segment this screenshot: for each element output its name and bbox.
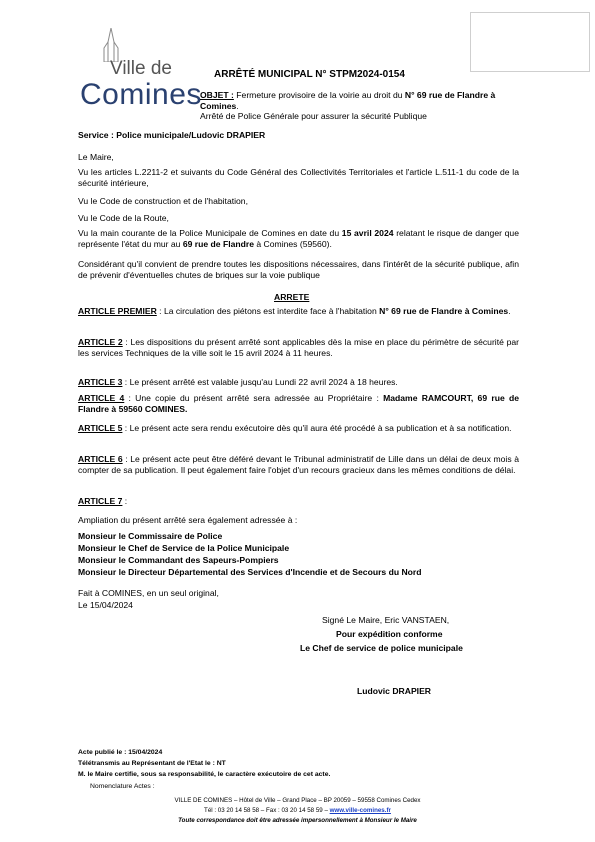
recipient-item: Monsieur le Chef de Service de la Police Municipale: [78, 543, 290, 553]
footer-certify: M. le Maire certifie, sous sa responsabilité, le caractère exécutoire de cet acte.: [78, 771, 331, 778]
recipient-item: Monsieur le Commandant des Sapeurs-Pompiers: [78, 555, 279, 565]
city-logo: [80, 28, 202, 111]
footer-transmitted: Télétransmis au Représentant de l'Etat le : NT: [78, 760, 226, 767]
article-2-label: ARTICLE 2: [78, 337, 123, 347]
vu4-date: 15 avril 2024: [341, 228, 394, 238]
signature-line-2: Pour expédition conforme: [336, 629, 443, 639]
article-7-label: ARTICLE 7: [78, 496, 123, 506]
considerant: Considérant qu'il convient de prendre toutes les dispositions nécessaires, dans l'intérêt de la sécurité publique, afin de prévenir d'éventuelles chutes de briques sur la voie publique: [78, 259, 519, 280]
footer-contact: [60, 806, 535, 816]
article-5: [78, 423, 519, 434]
article-6-text: : Le présent acte peut être déféré devant le Tribunal administratif de Lille dans un délai de deux mois à compter de sa publication. Il peut également faire l'objet d'un recours gracieux dans les mêmes conditions de délai.: [78, 454, 520, 475]
vu-main-courante: [78, 228, 519, 249]
article-5-text: : Le présent acte sera rendu exécutoire dès qu'il aura été procédé à sa publication et à sa notification.: [122, 423, 512, 433]
vu-articles: Vu les articles L.2211-2 et suivants du Code Général des Collectivités Territoriales et l'article L.511-1 du code de la sécurité intérieure,: [78, 167, 519, 188]
article-4-recipient: Madame RAMCOURT, 69 rue de Flandre à 59560 COMINES.: [78, 393, 519, 414]
document-date: Le 15/04/2024: [78, 600, 133, 610]
vu-code-construction: Vu le Code de construction et de l'habitation,: [78, 196, 248, 206]
objet-address: N° 69 rue de Flandre à Comines: [200, 90, 496, 111]
article-1-end: .: [508, 306, 511, 316]
service-line: Service : Police municipale/Ludovic DRAPIER: [78, 130, 266, 140]
article-1-label: ARTICLE PREMIER: [78, 306, 157, 316]
article-3-label: ARTICLE 3: [78, 377, 123, 387]
objet-end: .: [236, 100, 239, 111]
article-7-text: :: [122, 496, 128, 506]
article-4-label: ARTICLE 4: [78, 393, 125, 403]
article-4: [78, 393, 519, 414]
vu4-a: Vu la main courante de la Police Municipale de Comines en date du: [78, 228, 342, 238]
footer-nomenclature: Nomenclature Actes :: [90, 783, 155, 790]
signature-line-1: Signé Le Maire, Eric VANSTAEN,: [322, 615, 450, 625]
signatory-name: Ludovic DRAPIER: [357, 686, 432, 696]
objet-line: [200, 90, 520, 111]
logo-text-comines: Comines: [80, 78, 202, 111]
article-6: [78, 454, 519, 475]
article-6-label: ARTICLE 6: [78, 454, 123, 464]
logo-text-ville: Ville de: [110, 58, 172, 79]
fait-a: Fait à COMINES, en un seul original,: [78, 588, 219, 598]
footer-website-link[interactable]: www.ville-comines.fr: [329, 807, 391, 814]
footer-phone: Tél : 03 20 14 58 58 – Fax : 03 20 14 58 59 –: [204, 807, 330, 814]
reception-stamp-box: [470, 12, 590, 72]
recipient-item: Monsieur le Commissaire de Police: [78, 531, 223, 541]
objet-block: [200, 90, 520, 122]
church-tower-icon: [98, 28, 124, 62]
article-1-text: : La circulation des piétons est interdite face à l'habitation: [156, 306, 380, 316]
le-maire: Le Maire,: [78, 152, 114, 162]
vu4-c: relatant le risque de danger que représente l'état du mur au: [78, 228, 519, 249]
recipient-item: Monsieur le Directeur Départemental des Services d'Incendie et de Secours du Nord: [78, 567, 422, 577]
article-7: [78, 496, 127, 507]
article-3: [78, 377, 519, 388]
footer-notice: Toute correspondance doit être adressée impersonnellement à Monsieur le Maire: [178, 817, 417, 824]
document-title: ARRÊTÉ MUNICIPAL N° STPM2024-0154: [214, 69, 405, 80]
vu4-address: 69 rue de Flandre: [182, 238, 254, 249]
ampliation-line: Ampliation du présent arrêté sera également adressée à :: [78, 515, 298, 525]
article-5-label: ARTICLE 5: [78, 423, 123, 433]
article-2: [78, 337, 519, 358]
objet-text: Fermeture provisoire de la voirie au droit du: [233, 90, 405, 100]
arrete-heading: ARRETE: [274, 292, 310, 302]
vu-code-route: Vu le Code de la Route,: [78, 213, 169, 223]
article-3-text: : Le présent arrêté est valable jusqu'au Lundi 22 avril 2024 à 18 heures.: [122, 377, 398, 387]
objet-line2: Arrêté de Police Générale pour assurer la sécurité Publique: [200, 111, 427, 121]
vu4-e: à Comines (59560).: [254, 238, 332, 249]
footer-address: VILLE DE COMINES – Hôtel de Ville – Grand Place – BP 20059 – 59558 Comines Cedex: [174, 797, 421, 804]
article-1-address: N° 69 rue de Flandre à Comines: [379, 306, 509, 316]
article-4-text: : Une copie du présent arrêté sera adressée au Propriétaire :: [124, 393, 384, 403]
signature-line-3: Le Chef de service de police municipale: [300, 643, 463, 653]
article-1: [78, 306, 519, 317]
article-2-text: : Les dispositions du présent arrêté sont applicables dès la mise en place du périmètre de sécurité par les services Techniques de la ville soit le 15 avril 2024 à 11 heures.: [78, 337, 519, 358]
objet-label: OBJET :: [200, 90, 234, 100]
footer-published: Acte publié le : 15/04/2024: [78, 749, 163, 756]
